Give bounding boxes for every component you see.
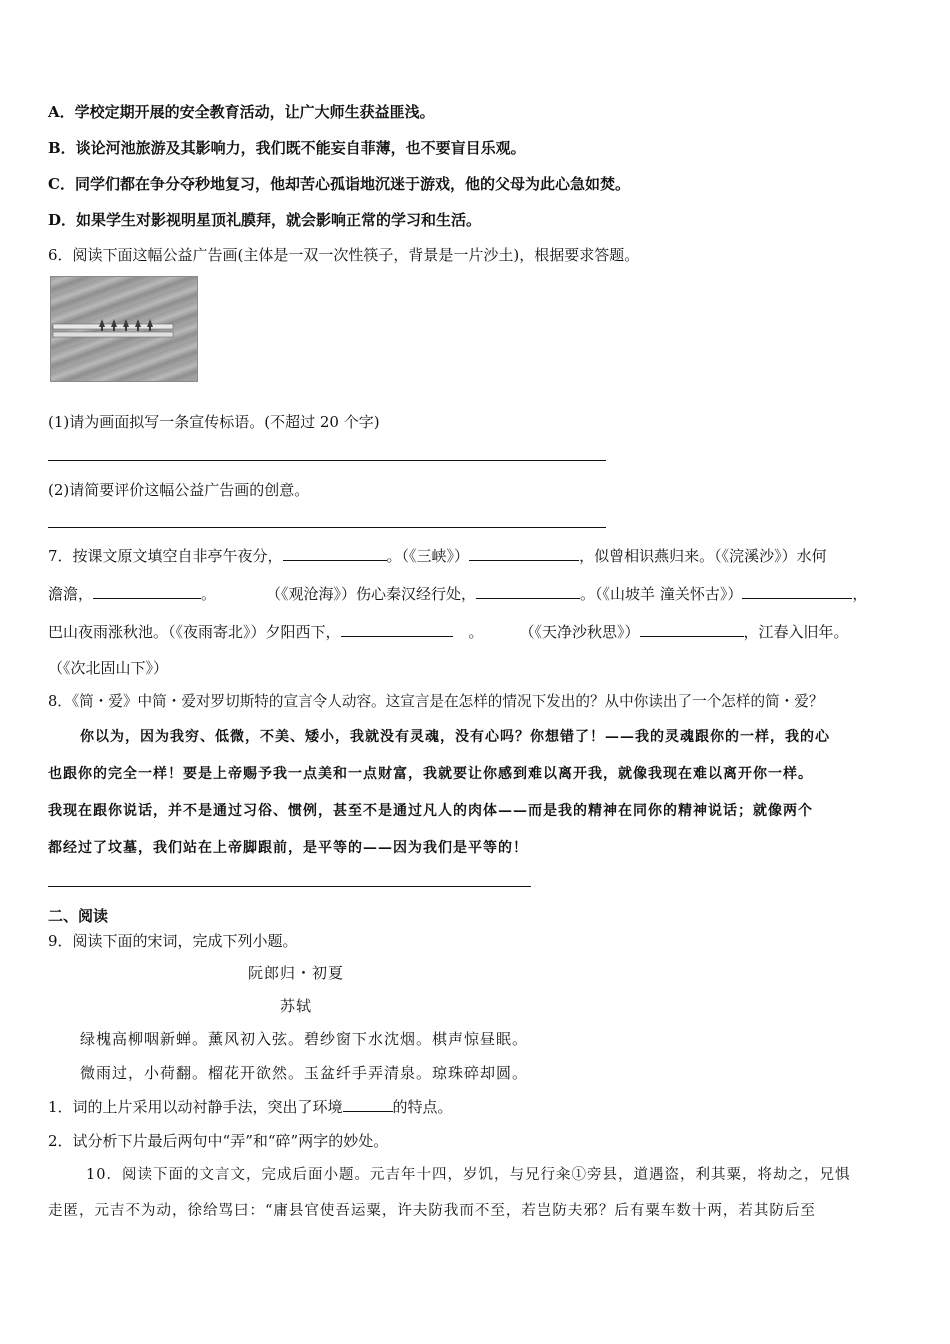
q6-sub2: (2)请简要评价这幅公益广告画的创意。 [48,481,310,499]
q10-line-2: 走匿，元吉不为动，徐给骂曰：“庸县官使吾运粟，许夫防我而不至，若岂防夫邪？后有粟车数十两，若其防后至 [48,1203,816,1219]
q9-text: 的特点。 [392,1098,453,1116]
q7-line-2 [48,584,867,604]
chopsticks-ad-image [50,276,198,382]
q6-sub1: (1)请为画面拟写一条宣传标语。(不超过 20 个字) [48,413,380,431]
q7-blank[interactable] [283,546,387,561]
q8-stem: 8．《简・爱》中简・爱对罗切斯特的宣言令人动容。这宣言是在怎样的情况下发出的？从中你读出了一个怎样的简・爱？ [48,693,824,710]
q7-blank[interactable] [93,584,201,599]
q7-text: 7．按课文原文填空自非亭午夜分， [48,547,283,565]
chopsticks-illustration [51,277,197,381]
q7-text: ， [852,585,868,603]
q7-text: 。（《三峡》） [386,547,470,565]
q9-sub2: 2．试分析下片最后两句中“弄”和“碎”两字的妙处。 [48,1132,389,1150]
q7-text: 。（《山坡羊 潼关怀古》） [580,585,743,603]
q8-passage-3: 我现在跟你说话，并不是通过习俗、惯例，甚至不是通过凡人的肉体——而是我的精神在同你的精神说话；就像两个 [48,803,813,819]
q9-text: 1．词的上片采用以动衬静手法，突出了环境 [48,1098,343,1116]
answer-line-3[interactable] [48,886,531,887]
q7-line-1 [48,546,827,566]
q9-stem: 9．阅读下面的宋词，完成下列小题。 [48,932,298,950]
q6-stem: 6．阅读下面这幅公益广告画(主体是一双一次性筷子，背景是一片沙土)，根据要求答题。 [48,246,640,264]
q7-line-4: （《次北固山下》） [48,659,169,677]
q7-blank[interactable] [742,584,852,599]
q7-blank[interactable] [640,622,744,637]
q8-passage-2: 也跟你的完全一样！要是上帝赐予我一点美和一点财富，我就要让你感到难以离开我，就像我现在难以离开你一样。 [48,766,813,782]
q7-blank[interactable] [469,546,579,561]
option-a: A．学校定期开展的安全教育活动，让广大师生获益匪浅。 [48,103,435,121]
q8-passage-1: 你以为，因为我穷、低微，不美、矮小，我就没有灵魂，没有心吗？你想错了！——我的灵魂跟你的一样，我的心 [80,729,830,745]
answer-line-2[interactable] [48,527,606,528]
option-b: B．谈论河池旅游及其影响力，我们既不能妄自菲薄，也不要盲目乐观。 [48,139,526,157]
q9-blank[interactable] [343,1097,393,1112]
q7-blank[interactable] [341,622,453,637]
q7-line-3 [48,622,849,642]
section-heading: 二、阅读 [48,907,109,925]
answer-line-1[interactable] [48,460,606,461]
q7-text: （《天净沙秋思》） [519,623,640,641]
poem-title: 阮郎归・初夏 [248,964,345,982]
q7-text: （《观沧海》）伤心秦汉经行处， [266,585,477,603]
q9-sub1 [48,1097,453,1117]
option-d: D．如果学生对影视明星顶礼膜拜，就会影响正常的学习和生活。 [48,211,482,229]
q7-text: 澹澹， [48,585,94,603]
q7-text: 巴山夜雨涨秋池。（《夜雨寄北》）夕阳西下， [48,623,341,641]
poem-verse-2: 微雨过，小荷翻。榴花开欲然。玉盆纤手弄清泉。琼珠碎却圆。 [80,1064,529,1082]
q8-passage-4: 都经过了坟墓，我们站在上帝脚跟前，是平等的——因为我们是平等的！ [48,840,528,856]
q10-line-1: 10．阅读下面的文言文，完成后面小题。元吉年十四，岁饥，与兄行籴①旁县，道遇盗，利其粟，将劫之，兄惧 [86,1167,851,1183]
poem-verse-1: 绿槐高柳咽新蝉。薰风初入弦。碧纱窗下水沈烟。棋声惊昼眠。 [80,1030,529,1048]
poem-author: 苏轼 [280,997,313,1015]
option-c: C．同学们都在争分夺秒地复习，他却苦心孤诣地沉迷于游戏，他的父母为此心急如焚。 [48,175,630,193]
q7-text: ，江春入旧年。 [743,623,849,641]
q7-text: 。 [468,623,484,641]
q7-blank[interactable] [476,584,580,599]
q7-text: ，似曾相识燕归来。（《浣溪沙》）水何 [579,547,827,565]
q7-text: 。 [201,585,217,603]
